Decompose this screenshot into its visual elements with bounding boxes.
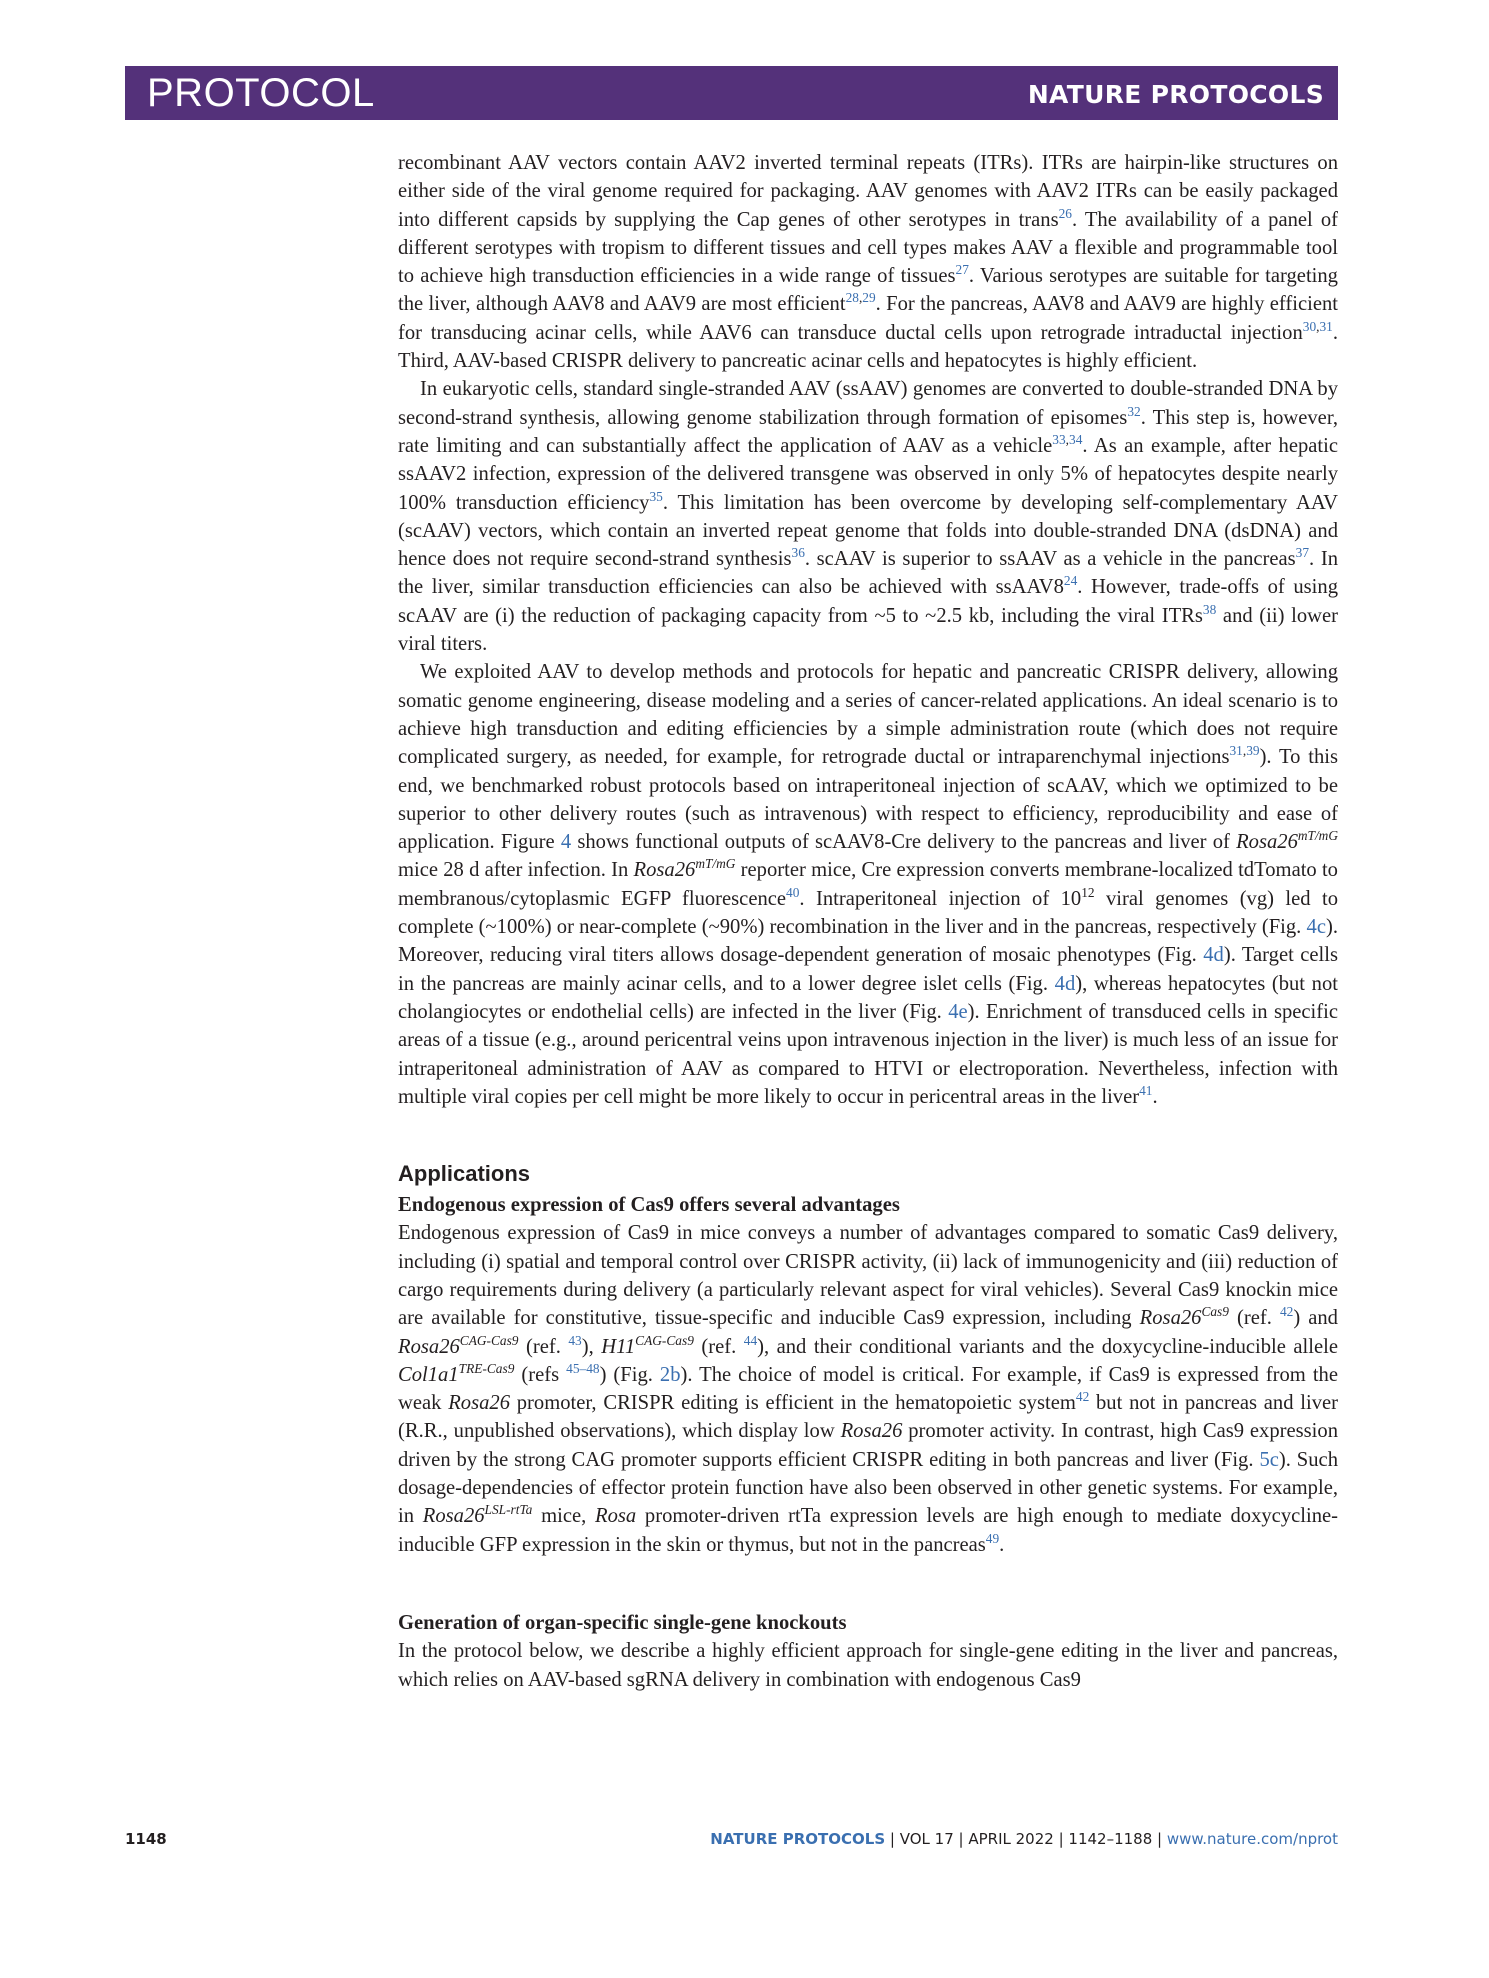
article-body xyxy=(398,149,1338,1694)
paragraph-5: In the protocol below, we describe a highly efficient approach for single-gene editing in the liver and pancreas, which relies on AAV-based sgRNA delivery in combination with endogenous Cas9 xyxy=(398,1640,1338,1691)
section-heading-applications: Applications xyxy=(398,1161,531,1187)
citation-link[interactable]: 28 xyxy=(845,290,859,306)
header-bar xyxy=(125,66,1338,120)
figure-link[interactable]: 4d xyxy=(1203,944,1224,967)
citation-link[interactable]: 26 xyxy=(1058,205,1072,221)
figure-link[interactable]: 5c xyxy=(1259,1448,1279,1471)
figure-link[interactable]: 4 xyxy=(560,831,572,854)
paragraph-2: In eukaryotic cells, standard single-stranded AAV (ssAAV) genomes are converted to double-stranded DNA by second-strand synthesis, allowing genome stabilization through formation of episomes$^{32}$. This step is, however, rate limiting and can substantially affect the application of AAV as a vehicle$^{33,34}$. As an example, after hepatic ssAAV2 infection, expression of the delivered transgene was observed in only 5% of hepatocytes despite nearly 100% transduction efficiency$^{35}$. This limitation has been overcome by developing self-complementary AAV (scAAV) vectors, which contain an inverted repeat genome that folds into double-stranded DNA (dsDNA) and hence does not require second-strand synthesis$^{36}$. scAAV is superior to ssAAV as a vehicle in the pancreas$^{37}$. In the liver, similar transduction efficiencies can also be achieved with ssAAV8$^{24}$. However, trade-offs of using scAAV are (i) the reduction of packaging capacity from ~5 to ~2.5 kb, including the viral ITRs$^{38}$ and (ii) lower viral titers. xyxy=(398,378,1338,656)
citation-link[interactable]: 31 xyxy=(1319,318,1333,334)
citation-link[interactable]: 31 xyxy=(1229,743,1243,759)
figure-link[interactable]: 2b xyxy=(659,1363,681,1386)
citation-link[interactable]: 45–48 xyxy=(566,1361,600,1377)
citation-link[interactable]: 39 xyxy=(1246,743,1260,759)
citation-link[interactable]: 33 xyxy=(1052,432,1066,448)
citation-link[interactable]: 42 xyxy=(1279,1304,1294,1320)
footer-journal-name: NATURE PROTOCOLS xyxy=(710,1830,886,1848)
citation-link[interactable]: 32 xyxy=(1127,403,1141,419)
subsection-heading-cas9: Endogenous expression of Cas9 offers several advantages xyxy=(398,1194,900,1217)
paragraph-4: Endogenous expression of Cas9 in mice conveys a number of advantages compared to somatic Cas9 delivery, including (i) spatial and temporal control over CRISPR activity, (ii) lack of immunogenicity and (iii) reduction of cargo requirements during delivery (a particularly relevant aspect for viral vehicles). Several Cas9 knockin mice are available for constitutive, tissue-specific and inducible Cas9 expression, including $Rosa26^{Cas9}$ (ref. $^{42}$) and $Rosa26^{CAG-Cas9}$ (ref. $^{43}$), $H11^{CAG-Cas9}$ (ref. $^{44}$), and their conditional variants and the doxycycline-inducible allele $Col1a1^{TRE-Cas9}$ (refs $^{45-48}$) (Fig. 2b). The choice of model is critical. For example, if Cas9 is expressed from the weak Rosa26 promoter, CRISPR editing is efficient in the hematopoietic system$^{42}$ but not in pancreas and liver (R.R., unpublished observations), which display low Rosa26 promoter activity. In contrast, high Cas9 expression driven by the strong CAG promoter supports efficient CRISPR editing in both pancreas and liver (Fig. 5c). Such dosage-dependencies of effector protein function have also been observed in other genetic systems. For example, in $Rosa26^{LSL-rtTa}$ mice, Rosa promoter-driven rtTa expression levels are high enough to mediate doxycycline-inducible GFP expression in the skin or thymus, but not in the pancreas$^{49}$. xyxy=(398,1222,1338,1556)
journal-citation: NATURE PROTOCOLS | VOL 17 | APRIL 2022 | 1142–1188 | www.nature.com/nprot xyxy=(710,1830,1338,1848)
figure-link[interactable]: 4c xyxy=(1306,916,1326,939)
citation-link[interactable]: 38 xyxy=(1202,601,1217,617)
figure-link[interactable]: 4e xyxy=(948,1000,968,1023)
citation-link[interactable]: 30 xyxy=(1302,318,1317,334)
citation-link[interactable]: 42 xyxy=(1075,1389,1090,1405)
citation-link[interactable]: 37 xyxy=(1295,545,1310,561)
journal-name: NATURE PROTOCOLS xyxy=(1027,80,1324,109)
citation-link[interactable]: 24 xyxy=(1063,573,1078,589)
citation-link[interactable]: 43 xyxy=(568,1332,582,1348)
citation-link[interactable]: 29 xyxy=(862,290,876,306)
citation-link[interactable]: 49 xyxy=(985,1530,1000,1546)
journal-url-link[interactable]: www.nature.com/nprot xyxy=(1166,1830,1338,1848)
citation-link[interactable]: 44 xyxy=(743,1332,758,1348)
citation-link[interactable]: 35 xyxy=(649,488,663,504)
citation-link[interactable]: 40 xyxy=(786,884,800,900)
citation-link[interactable]: 36 xyxy=(791,545,805,561)
citation-link[interactable]: 41 xyxy=(1139,1082,1153,1098)
figure-link[interactable]: 4d xyxy=(1054,972,1076,995)
paragraph-1: recombinant AAV vectors contain AAV2 inverted terminal repeats (ITRs). ITRs are hairpin-like structures on either side of the viral genome required for packaging. AAV genomes with AAV2 ITRs can be easily packaged into different capsids by supplying the Cap genes of other serotypes in trans$^{26}$. The availability of a panel of different serotypes with tropism to different tissues and cell types makes AAV a flexible and programmable tool to achieve high transduction efficiencies in a wide range of tissues$^{27}$. Various serotypes are suitable for targeting the liver, although AAV8 and AAV9 are most efficient$^{28,29}$. For the pancreas, AAV8 and AAV9 are highly efficient for transducing acinar cells, while AAV6 can transduce ductal cells upon retrograde intraductal injection$^{30,31}$. Third, AAV-based CRISPR delivery to pancreatic acinar cells and hepatocytes is highly efficient. xyxy=(398,152,1338,373)
subsection-heading-knockouts: Generation of organ-specific single-gene knockouts xyxy=(398,1611,847,1634)
volume: VOL 17 xyxy=(899,1830,954,1848)
paragraph-3: We exploited AAV to develop methods and protocols for hepatic and pancreatic CRISPR delivery, allowing somatic genome engineering, disease modeling and a series of cancer-related applications. An ideal scenario is to achieve high transduction and editing efficiencies by a simple administration route (which does not require complicated surgery, as needed, for example, for retrograde ductal or intraparenchymal injections$^{31,39}$). To this end, we benchmarked robust protocols based on intraperitoneal injection of scAAV, which we optimized to be superior to other delivery routes (such as intravenous) with respect to efficiency, reproducibility and ease of application. Figure 4 shows functional outputs of scAAV8-Cre delivery to the pancreas and liver of $Rosa26^{mT/mG}$ mice 28 d after infection. In $Rosa26^{mT/mG}$ reporter mice, Cre expression converts membrane-localized tdTomato to membranous/cytoplasmic EGFP fluorescence$^{40}$. Intraperitoneal injection of $10^{12}$ viral genomes (vg) led to complete (~100%) or near-complete (~90%) recombination in the liver and in the pancreas, respectively (Fig. 4c). Moreover, reducing viral titers allows dosage-dependent generation of mosaic phenotypes (Fig. 4d). Target cells in the pancreas are mainly acinar cells, and to a lower degree islet cells (Fig. 4d), whereas hepatocytes (but not cholangiocytes or endothelial cells) are infected in the liver (Fig. 4e). Enrichment of transduced cells in specific areas of a tissue (e.g., around pericentral veins upon intravenous injection in the liver) is much less of an issue for intraperitoneal administration of AAV as compared to HTVI or electroporation. Nevertheless, infection with multiple viral copies per cell might be more likely to occur in pericentral areas in the liver$^{41}$. xyxy=(398,661,1338,1108)
page-number: 1148 xyxy=(125,1830,167,1848)
citation-link[interactable]: 27 xyxy=(955,262,969,278)
page-footer xyxy=(125,1830,1338,1854)
citation-link[interactable]: 34 xyxy=(1069,432,1083,448)
section-label: PROTOCOL xyxy=(147,71,375,115)
issue-date: APRIL 2022 xyxy=(968,1830,1054,1848)
page-range: 1142–1188 xyxy=(1068,1830,1153,1848)
